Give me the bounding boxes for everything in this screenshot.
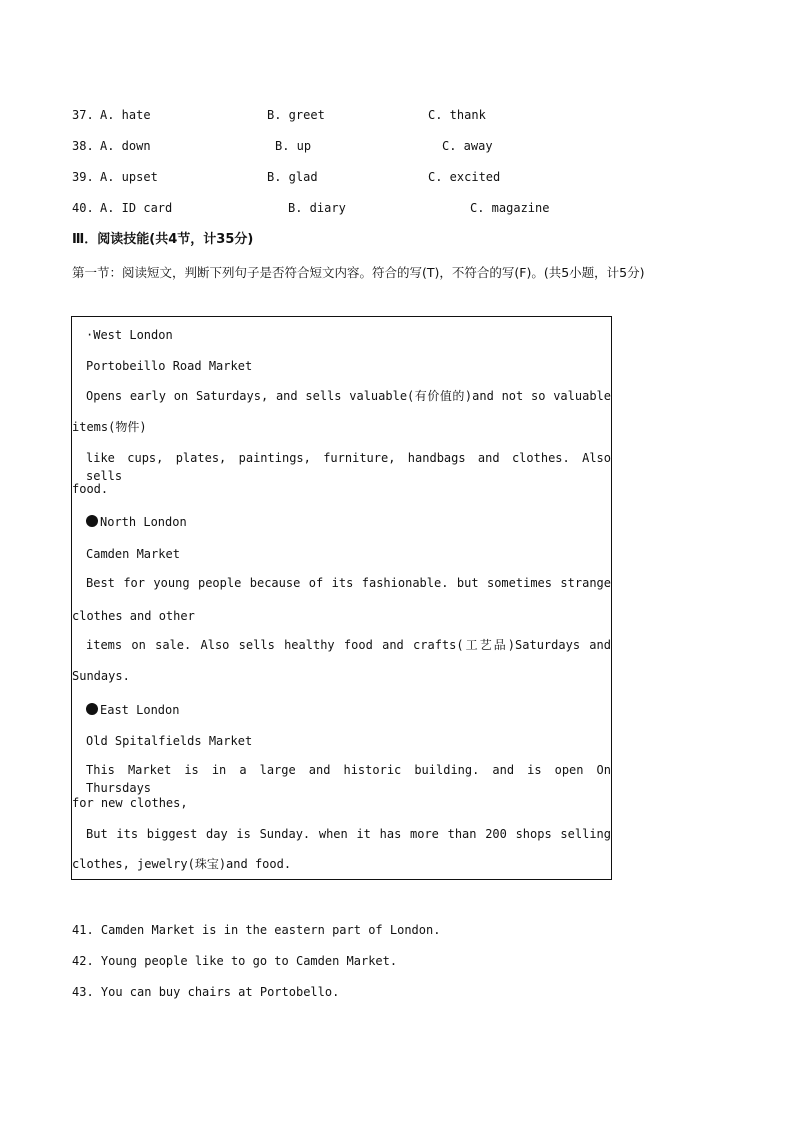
option-a: A. hate [100, 108, 151, 122]
north-london-heading-row [72, 513, 611, 531]
option-c: C. excited [428, 170, 501, 184]
north-text-line-4: Sundays. [72, 669, 130, 683]
east-london-heading-row [72, 701, 611, 719]
east-text-line-4: clothes, jewelry(珠宝)and food. [72, 857, 292, 871]
question-number: 37. [72, 108, 94, 122]
option-b: B. greet [267, 108, 325, 122]
east-london-heading: East London [100, 703, 180, 717]
west-market-name: Portobeillo Road Market [86, 359, 253, 373]
west-text-line-2: items(物件) [72, 420, 147, 434]
option-a: A. ID card [100, 201, 173, 215]
question-number: 40. [72, 201, 94, 215]
option-b: B. glad [267, 170, 318, 184]
reading-passage-box [71, 316, 612, 880]
east-text-line-1: This Market is in a large and historic building. and is open On Thursdays [86, 763, 611, 795]
option-c: C. magazine [470, 201, 550, 215]
option-a: A. upset [100, 170, 158, 184]
option-c: C. away [442, 139, 493, 153]
north-text-line-3: items on sale. Also sells healthy food and crafts(工艺品)Saturdays and [86, 638, 611, 652]
option-c: C. thank [428, 108, 486, 122]
question-number: 39. [72, 170, 94, 184]
north-text-line-2: clothes and other [72, 609, 195, 623]
option-b: B. diary [288, 201, 346, 215]
north-market-name: Camden Market [86, 547, 180, 561]
section-title: Ⅲ．阅读技能(共4节，计35分) [72, 232, 254, 247]
west-text-line-1: Opens early on Saturdays, and sells valuable(有价值的)and not so valuable [86, 389, 611, 403]
east-text-line-3: But its biggest day is Sunday. when it has more than 200 shops selling [86, 827, 611, 841]
bullet-icon [86, 515, 98, 527]
question-number: 38. [72, 139, 94, 153]
west-text-line-4: food. [72, 482, 109, 496]
statement-42: 42. Young people like to go to Camden Market. [72, 954, 398, 968]
west-london-heading: ·West London [86, 328, 173, 342]
statement-43: 43. You can buy chairs at Portobello. [72, 985, 340, 999]
east-market-name: Old Spitalfields Market [86, 734, 253, 748]
west-text-line-3: like cups, plates, paintings, furniture, handbags and clothes. Also sells [86, 451, 611, 483]
bullet-icon [86, 703, 98, 715]
north-london-heading: North London [100, 515, 187, 529]
section-instruction: 第一节：阅读短文，判断下列句子是否符合短文内容。符合的写(T)，不符合的写(F)。(共5小题，计5分) [72, 265, 645, 280]
east-text-line-2: for new clothes, [72, 796, 188, 810]
north-text-line-1: Best for young people because of its fashionable. but sometimes strange [86, 576, 611, 590]
option-a: A. down [100, 139, 151, 153]
statement-41: 41. Camden Market is in the eastern part of London. [72, 923, 441, 937]
option-b: B. up [275, 139, 312, 153]
